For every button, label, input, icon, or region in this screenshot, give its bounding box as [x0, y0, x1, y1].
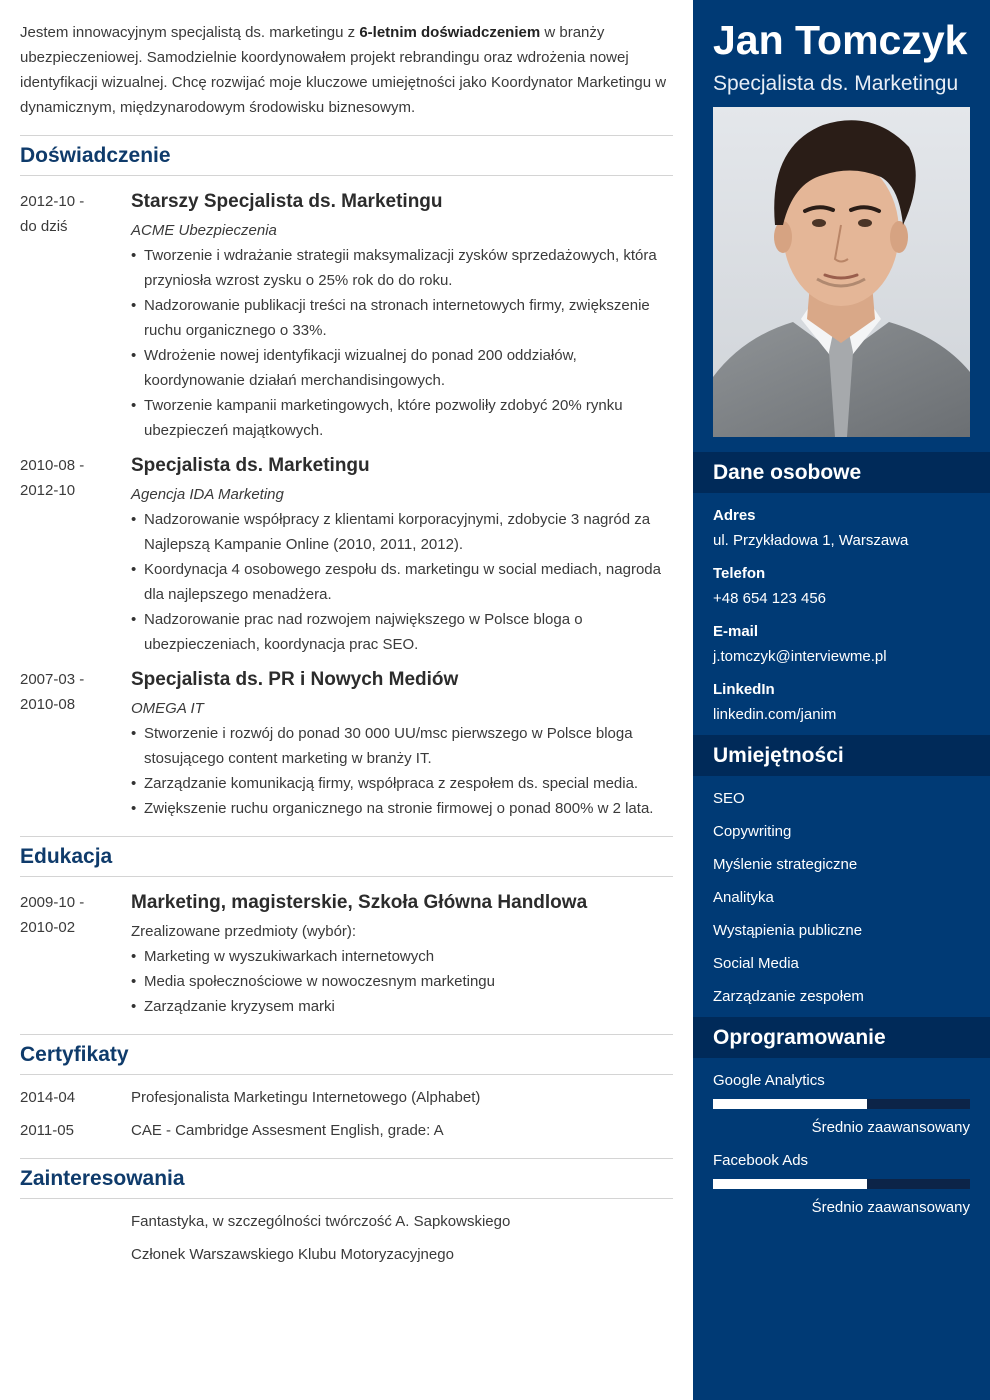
- date-from: 2007-03 -: [20, 671, 85, 688]
- software-name: Facebook Ads: [713, 1152, 809, 1169]
- date-to: 2010-08: [20, 696, 76, 713]
- certificate-date: 2014-04: [20, 1089, 76, 1106]
- email-link[interactable]: j.tomczyk@interviewme.pl: [713, 648, 887, 665]
- list-item: • Nadzorowanie współpracy z klientami korporacyjnymi, zdobycie 3 nagród za Najlepszą Kampanie Online (2010, 2011, 2012).: [131, 507, 673, 557]
- education-entry: [20, 890, 673, 1019]
- courses-intro: Zrealizowane przedmioty (wybór):: [131, 923, 357, 940]
- contact-details: [693, 503, 990, 727]
- proficiency-level: Średnio zaawansowany: [811, 1119, 970, 1136]
- main-column: [20, 20, 673, 1267]
- job-title: Specjalista ds. Marketingu: [131, 455, 370, 476]
- experience-entry: [20, 667, 673, 821]
- proficiency-level: Średnio zaawansowany: [811, 1199, 970, 1216]
- entry-date: [20, 453, 131, 657]
- experience-entry: [20, 453, 673, 657]
- job-bullets: [131, 721, 673, 821]
- job-title: Starszy Specjalista ds. Marketingu: [131, 191, 443, 212]
- date-to: do dziś: [20, 218, 68, 235]
- date-from: 2009-10 -: [20, 894, 85, 911]
- date-from: 2010-08 -: [20, 457, 85, 474]
- list-item: • Media społecznościowe w nowoczesnym marketingu: [131, 969, 673, 994]
- phone-value[interactable]: +48 654 123 456: [713, 590, 827, 607]
- skill-item: Analityka: [713, 889, 774, 906]
- entry-date: [20, 189, 131, 443]
- linkedin-label: LinkedIn: [713, 681, 775, 698]
- date-to: 2012-10: [20, 482, 76, 499]
- interests-heading: Zainteresowania: [20, 1167, 185, 1190]
- job-title: Specjalista ds. PR i Nowych Mediów: [131, 669, 459, 690]
- certificate-row: [20, 1085, 673, 1110]
- education-section-header: [20, 836, 673, 877]
- experience-section-header: [20, 135, 673, 176]
- certificates-heading: Certyfikaty: [20, 1043, 129, 1066]
- proficiency-bar: [713, 1099, 970, 1109]
- skill-item: Wystąpienia publiczne: [713, 922, 863, 939]
- profile-summary: [20, 20, 673, 120]
- software-item: [713, 1068, 970, 1140]
- summary-highlight: 6-letnim doświadczeniem: [359, 24, 541, 41]
- interest-row: [20, 1242, 673, 1267]
- entry-date: [20, 890, 131, 1019]
- skills-heading: Umiejętności: [713, 744, 844, 767]
- email-label: E-mail: [713, 623, 759, 640]
- entry-date: [20, 667, 131, 821]
- list-item: • Tworzenie kampanii marketingowych, które pozwoliły zdobyć 20% rynku ubezpieczeń majątkowych.: [131, 393, 673, 443]
- summary-text-end: w branży ubezpieczeniowej. Samodzielnie koordynowałem projekt rebrandingu oraz wdrożenia nowej identyfikacji wizualnej. Chcę rozwijać moje kluczowe umiejętności jako Koordynator Marketingu w dynamicznym, międzynarodowym środowisku biznesowym.: [20, 24, 667, 116]
- certificate-row: [20, 1118, 673, 1143]
- address-label: Adres: [713, 507, 756, 524]
- interest-item: Fantastyka, w szczególności twórczość A. Sapkowskiego: [131, 1213, 511, 1230]
- list-item: • Tworzenie i wdrażanie strategii maksymalizacji zysków sprzedażowych, która przyniosła wzrost zysku o 25% rok do do roku.: [131, 243, 673, 293]
- certificate-name: Profesjonalista Marketingu Internetowego (Alphabet): [131, 1089, 481, 1106]
- software-list: [693, 1068, 990, 1220]
- phone-label: Telefon: [713, 565, 766, 582]
- summary-text-start: Jestem innowacyjnym specjalistą ds. marketingu z: [20, 24, 360, 41]
- list-item: • Nadzorowanie prac nad rozwojem największego w Polsce bloga o ubezpieczeniach, koordynacja prac SEO.: [131, 607, 673, 657]
- education-heading: Edukacja: [20, 845, 113, 868]
- software-header: [693, 1017, 990, 1058]
- company-name: ACME Ubezpieczenia: [131, 222, 277, 239]
- sidebar: [693, 0, 990, 1400]
- certificates-section-header: [20, 1034, 673, 1075]
- software-item: [713, 1148, 970, 1220]
- list-item: • Wdrożenie nowej identyfikacji wizualnej do ponad 200 oddziałów, koordynowanie działań merchandisingowych.: [131, 343, 673, 393]
- interests-section-header: [20, 1158, 673, 1199]
- proficiency-bar: [713, 1179, 970, 1189]
- proficiency-bar-fill: [713, 1179, 867, 1189]
- company-name: Agencja IDA Marketing: [131, 486, 284, 503]
- list-item: • Nadzorowanie publikacji treści na stronach internetowych firmy, zwiększenie ruchu organicznego o 33%.: [131, 293, 673, 343]
- courses-list: [131, 944, 673, 1019]
- interest-row: [20, 1209, 673, 1234]
- skills-header: [693, 735, 990, 776]
- certificate-name: CAE - Cambridge Assesment English, grade: A: [131, 1122, 444, 1139]
- skill-item: SEO: [713, 790, 745, 807]
- list-item: • Stworzenie i rozwój do ponad 30 000 UU/msc pierwszego w Polsce bloga stosującego content marketing w branży IT.: [131, 721, 673, 771]
- candidate-role: Specjalista ds. Marketingu: [713, 72, 959, 95]
- list-item: • Zwiększenie ruchu organicznego na stronie firmowej o ponad 800% w 2 lata.: [131, 796, 673, 821]
- proficiency-bar-fill: [713, 1099, 867, 1109]
- software-name: Google Analytics: [713, 1072, 825, 1089]
- skills-list: [693, 786, 990, 1009]
- interest-item: Członek Warszawskiego Klubu Motoryzacyjnego: [131, 1246, 454, 1263]
- degree-title: Marketing, magisterskie, Szkoła Główna Handlowa: [131, 892, 588, 913]
- skill-item: Zarządzanie zespołem: [713, 988, 864, 1005]
- experience-entry: [20, 189, 673, 443]
- company-name: OMEGA IT: [131, 700, 204, 717]
- experience-heading: Doświadczenie: [20, 144, 171, 167]
- personal-data-heading: Dane osobowe: [713, 461, 862, 484]
- date-to: 2010-02: [20, 919, 76, 936]
- skill-item: Copywriting: [713, 823, 792, 840]
- list-item: • Koordynacja 4 osobowego zespołu ds. marketingu w social mediach, nagroda dla najlepszego menadżera.: [131, 557, 673, 607]
- list-item: • Zarządzanie kryzysem marki: [131, 994, 673, 1019]
- portrait-illustration: [713, 107, 970, 437]
- skill-item: Myślenie strategiczne: [713, 856, 858, 873]
- job-bullets: [131, 243, 673, 443]
- certificate-date: 2011-05: [20, 1122, 74, 1139]
- candidate-name: Jan Tomczyk: [713, 17, 968, 63]
- list-item: • Zarządzanie komunikacją firmy, współpraca z zespołem ds. special media.: [131, 771, 673, 796]
- address-value: ul. Przykładowa 1, Warszawa: [713, 532, 909, 549]
- software-heading: Oprogramowanie: [713, 1026, 886, 1049]
- list-item: • Marketing w wyszukiwarkach internetowych: [131, 944, 673, 969]
- linkedin-link[interactable]: linkedin.com/janim: [713, 706, 837, 723]
- date-from: 2012-10 -: [20, 193, 85, 210]
- profile-photo: [713, 107, 970, 437]
- personal-data-header: [693, 452, 990, 493]
- job-bullets: [131, 507, 673, 657]
- skill-item: Social Media: [713, 955, 799, 972]
